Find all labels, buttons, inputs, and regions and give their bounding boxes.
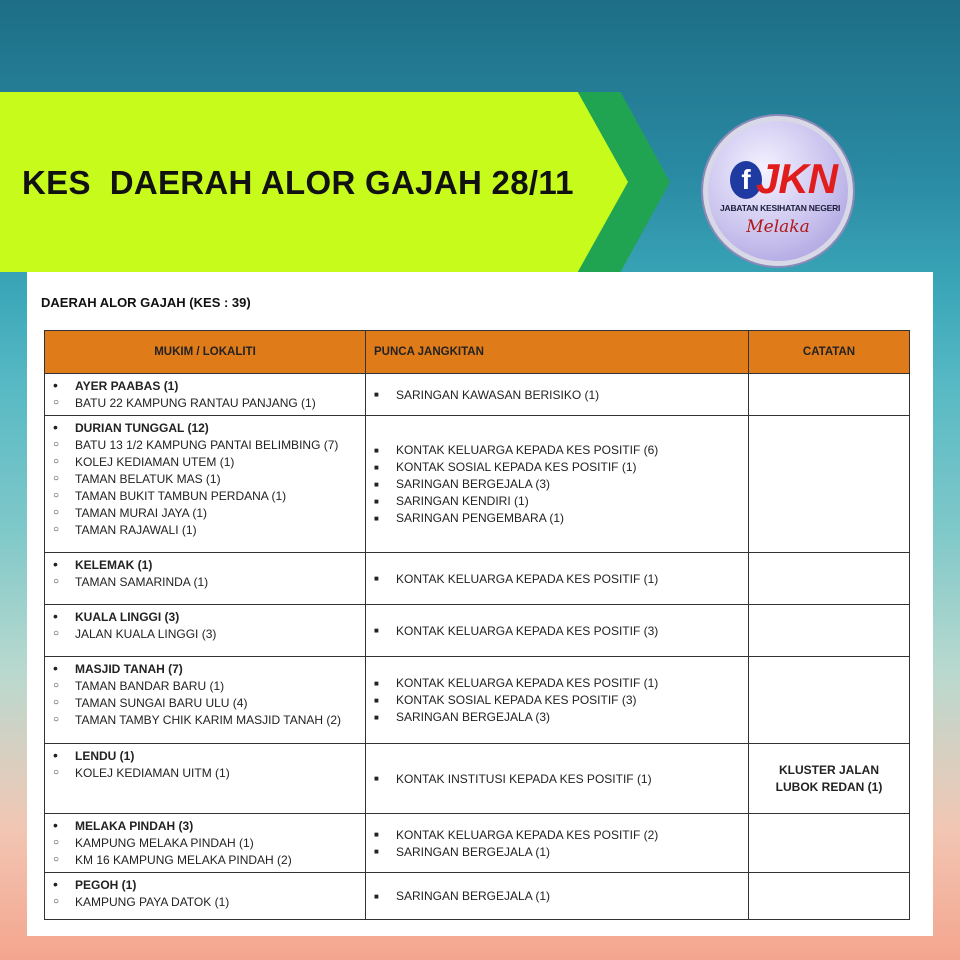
infection-source: KONTAK SOSIAL KEPADA KES POSITIF (1) [396, 460, 637, 474]
column-header-mukim: MUKIM / LOKALITI [45, 331, 366, 374]
circle-bullet-icon: ○ [53, 473, 60, 484]
square-bullet-icon: ■ [374, 774, 379, 783]
infection-source: SARINGAN BERGEJALA (1) [396, 889, 551, 903]
bullet-icon: • [53, 377, 58, 393]
mukim-cell [45, 416, 366, 553]
bullet-icon: • [53, 876, 58, 892]
square-bullet-icon: ■ [374, 574, 379, 583]
square-bullet-icon: ■ [374, 390, 379, 399]
locality-name: TAMAN RAJAWALI (1) [75, 522, 197, 537]
table-row [45, 605, 910, 657]
infection-source: KONTAK KELUARGA KEPADA KES POSITIF (2) [396, 827, 659, 842]
logo-acronym: JKN [756, 155, 838, 202]
circle-bullet-icon: ○ [53, 697, 60, 708]
mukim-cell [45, 873, 366, 920]
catatan-cell [749, 814, 910, 873]
circle-bullet-icon: ○ [53, 439, 60, 450]
circle-bullet-icon: ○ [53, 714, 60, 725]
bullet-icon: • [53, 419, 58, 435]
column-header-punca: PUNCA JANGKITAN [366, 331, 749, 374]
locality-name: TAMAN TAMBY CHIK KARIM MASJID TANAH (2) [75, 712, 342, 727]
locality-name: TAMAN MURAI JAYA (1) [75, 505, 208, 520]
circle-bullet-icon: ○ [53, 524, 60, 535]
infection-source: SARINGAN KENDIRI (1) [396, 494, 529, 508]
mukim-name: MELAKA PINDAH (3) [75, 818, 194, 833]
infection-source: KONTAK KELUARGA KEPADA KES POSITIF (3) [396, 623, 659, 638]
mukim-cell [45, 744, 366, 814]
catatan-text: KLUSTER JALAN LUBOK REDAN (1) [775, 762, 883, 794]
punca-cell [366, 744, 749, 814]
infection-source: KONTAK KELUARGA KEPADA KES POSITIF (6) [396, 443, 659, 457]
circle-bullet-icon: ○ [53, 507, 60, 518]
logo-state: Melaka [746, 217, 810, 237]
catatan-cell [749, 374, 910, 416]
locality-name: TAMAN BELATUK MAS (1) [75, 471, 221, 486]
locality-name: TAMAN BUKIT TAMBUN PERDANA (1) [75, 488, 287, 503]
circle-bullet-icon: ○ [53, 896, 60, 907]
circle-bullet-icon: ○ [53, 854, 60, 865]
square-bullet-icon: ■ [374, 830, 379, 839]
punca-cell [366, 814, 749, 873]
square-bullet-icon: ■ [374, 626, 379, 635]
circle-bullet-icon: ○ [53, 680, 60, 691]
square-bullet-icon: ■ [374, 445, 379, 455]
infection-source: KONTAK INSTITUSI KEPADA KES POSITIF (1) [396, 771, 652, 786]
column-header-catatan: CATATAN [749, 331, 910, 374]
bullet-icon: • [53, 817, 58, 833]
locality-name: KM 16 KAMPUNG MELAKA PINDAH (2) [75, 852, 292, 867]
square-bullet-icon: ■ [374, 847, 379, 856]
circle-bullet-icon: ○ [53, 490, 60, 501]
catatan-cell [749, 605, 910, 657]
square-bullet-icon: ■ [374, 695, 379, 705]
punca-cell [366, 657, 749, 744]
square-bullet-icon: ■ [374, 712, 379, 722]
square-bullet-icon: ■ [374, 462, 379, 472]
infection-source: SARINGAN BERGEJALA (3) [396, 477, 551, 491]
infection-source: KONTAK KELUARGA KEPADA KES POSITIF (1) [396, 676, 659, 690]
table-row [45, 416, 910, 553]
locality-name: KAMPUNG MELAKA PINDAH (1) [75, 835, 254, 850]
infection-source: SARINGAN BERGEJALA (1) [396, 844, 551, 859]
mukim-name: LENDU (1) [75, 748, 135, 763]
table-body [45, 374, 910, 920]
punca-cell [366, 374, 749, 416]
facebook-icon: f [730, 161, 762, 199]
document-title: DAERAH ALOR GAJAH (KES : 39) [41, 295, 251, 310]
table-row [45, 374, 910, 416]
square-bullet-icon: ■ [374, 891, 379, 901]
mukim-name: KUALA LINGGI (3) [75, 609, 180, 624]
bullet-icon: • [53, 747, 58, 763]
mukim-cell [45, 814, 366, 873]
bullet-icon: • [53, 660, 58, 676]
mukim-cell [45, 657, 366, 744]
mukim-cell [45, 374, 366, 416]
infection-source: SARINGAN PENGEMBARA (1) [396, 511, 565, 525]
catatan-cell [749, 553, 910, 605]
mukim-name: DURIAN TUNGGAL (12) [75, 420, 209, 435]
punca-cell [366, 416, 749, 553]
locality-name: BATU 22 KAMPUNG RANTAU PANJANG (1) [75, 395, 316, 410]
locality-name: BATU 13 1/2 KAMPUNG PANTAI BELIMBING (7) [75, 437, 339, 452]
infection-source: KONTAK KELUARGA KEPADA KES POSITIF (1) [396, 571, 659, 586]
locality-name: KAMPUNG PAYA DATOK (1) [75, 894, 230, 909]
catatan-cell [749, 416, 910, 553]
bullet-icon: • [53, 608, 58, 624]
catatan-cell [749, 744, 910, 814]
case-document [27, 272, 933, 936]
locality-name: KOLEJ KEDIAMAN UITM (1) [75, 765, 230, 780]
locality-name: TAMAN BANDAR BARU (1) [75, 678, 225, 693]
mukim-name: AYER PAABAS (1) [75, 378, 179, 393]
table-row [45, 873, 910, 920]
mukim-name: KELEMAK (1) [75, 557, 153, 572]
page-title: KES DAERAH ALOR GAJAH 28/11 [22, 164, 574, 201]
logo-subtitle: JABATAN KESIHATAN NEGERI [720, 203, 841, 213]
locality-name: TAMAN SUNGAI BARU ULU (4) [75, 695, 248, 710]
infection-source: SARINGAN KAWASAN BERISIKO (1) [396, 387, 600, 402]
square-bullet-icon: ■ [374, 678, 379, 688]
table-row [45, 657, 910, 744]
table-row [45, 553, 910, 605]
circle-bullet-icon: ○ [53, 397, 60, 408]
bullet-icon: • [53, 556, 58, 572]
infection-source: KONTAK SOSIAL KEPADA KES POSITIF (3) [396, 693, 637, 707]
mukim-cell [45, 605, 366, 657]
locality-name: KOLEJ KEDIAMAN UTEM (1) [75, 454, 235, 469]
square-bullet-icon: ■ [374, 496, 379, 506]
circle-bullet-icon: ○ [53, 767, 60, 778]
catatan-cell [749, 657, 910, 744]
punca-cell [366, 605, 749, 657]
mukim-cell [45, 553, 366, 605]
circle-bullet-icon: ○ [53, 576, 60, 587]
punca-cell [366, 873, 749, 920]
mukim-name: MASJID TANAH (7) [75, 661, 183, 676]
square-bullet-icon: ■ [374, 513, 379, 523]
table-header-row [45, 331, 910, 374]
punca-cell [366, 553, 749, 605]
circle-bullet-icon: ○ [53, 456, 60, 467]
table-row [45, 814, 910, 873]
square-bullet-icon: ■ [374, 479, 379, 489]
locality-name: JALAN KUALA LINGGI (3) [75, 626, 217, 641]
circle-bullet-icon: ○ [53, 837, 60, 848]
circle-bullet-icon: ○ [53, 628, 60, 639]
catatan-cell [749, 873, 910, 920]
table-row [45, 744, 910, 814]
mukim-name: PEGOH (1) [75, 877, 137, 892]
jkn-logo [703, 116, 853, 266]
infection-source: SARINGAN BERGEJALA (3) [396, 710, 551, 724]
case-table [44, 330, 910, 920]
locality-name: TAMAN SAMARINDA (1) [75, 574, 209, 589]
